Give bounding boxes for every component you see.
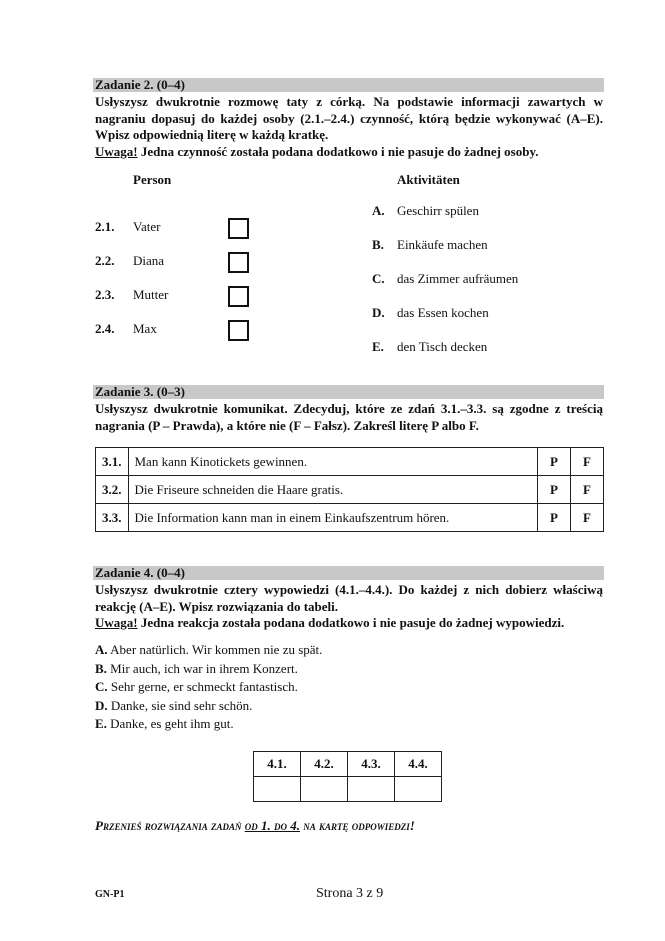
- task4-header: Zadanie 4. (0–4): [95, 565, 185, 580]
- list-item: [95, 660, 322, 679]
- person-number: 2.4.: [95, 321, 115, 336]
- false-option[interactable]: F: [571, 476, 604, 504]
- person-name: Vater: [133, 219, 161, 234]
- task2-instruction-text: Usłyszysz dwukrotnie rozmowę taty z córką. Na podstawie informacji zawartych w nagraniu dopasuj do każdej osoby (2.1.–2.4.) czynność, którą będzie wykonywać (A–E). Wpisz odpowiednią literę w każdą kratkę.: [95, 94, 603, 142]
- task4-warning: [95, 615, 603, 632]
- statement-text: Man kann Kinotickets gewinnen.: [128, 448, 538, 476]
- reaction-letter: E.: [95, 716, 107, 731]
- transfer-note: [95, 818, 415, 834]
- reaction-text: Aber natürlich. Wir kommen nie zu spät.: [107, 642, 323, 657]
- activities-column-header: Aktivitäten: [397, 172, 460, 187]
- answer-cell-4-3[interactable]: [348, 777, 395, 802]
- reaction-letter: B.: [95, 660, 107, 676]
- answer-header-row: [254, 752, 442, 777]
- answer-cell-4-2[interactable]: [301, 777, 348, 802]
- table-row: [96, 448, 604, 476]
- reaction-letter: A.: [95, 642, 108, 657]
- statement-number: 3.2.: [96, 476, 129, 504]
- reactions-list: [95, 641, 322, 734]
- person-number: 2.3.: [95, 287, 115, 302]
- table-row: [96, 504, 604, 532]
- statement-number: 3.1.: [96, 448, 129, 476]
- person-name: Diana: [133, 253, 165, 268]
- activity-text: den Tisch decken: [397, 339, 488, 354]
- statement-text: Die Friseure schneiden die Haare gratis.: [128, 476, 538, 504]
- activity-letter: C.: [372, 271, 385, 286]
- person-number: 2.2.: [95, 253, 115, 268]
- person-name: Max: [133, 321, 157, 336]
- task4-warning-text: Jedna reakcja została podana dodatkowo i nie pasuje do żadnej wypowiedzi.: [137, 615, 565, 630]
- true-option[interactable]: P: [538, 448, 571, 476]
- answer-box-2-4[interactable]: [228, 320, 249, 341]
- answer-header: 4.2.: [301, 752, 348, 777]
- task4-instruction-text: Usłyszysz dwukrotnie cztery wypowiedzi (4.1.–4.4.). Do każdej z nich dobierz właściwą reakcję (A–E). Wpisz rozwiązania do tabeli.: [95, 582, 603, 614]
- answer-header: 4.1.: [254, 752, 301, 777]
- task3-header: Zadanie 3. (0–3): [95, 384, 185, 399]
- reaction-text: Danke, sie sind sehr schön.: [107, 697, 253, 713]
- true-false-table: [95, 447, 604, 532]
- answer-box-2-3[interactable]: [228, 286, 249, 307]
- activity-text: das Essen kochen: [397, 305, 489, 320]
- activity-text: das Zimmer aufräumen: [397, 271, 519, 286]
- true-option[interactable]: P: [538, 476, 571, 504]
- answer-table: [253, 751, 442, 802]
- answer-header: 4.4.: [395, 752, 442, 777]
- task2-instruction: [95, 94, 603, 160]
- true-option[interactable]: P: [538, 504, 571, 532]
- transfer-note-part2: na kartę odpowiedzi!: [299, 818, 415, 833]
- person-column-header: Person: [133, 172, 172, 187]
- activity-letter: A.: [372, 203, 385, 218]
- reaction-letter: C.: [95, 679, 108, 694]
- false-option[interactable]: F: [571, 448, 604, 476]
- transfer-note-part1: Przenieś rozwiązania zadań: [95, 818, 245, 833]
- task4-warning-label: Uwaga!: [95, 615, 138, 630]
- answer-input-row: [254, 777, 442, 802]
- false-option[interactable]: F: [571, 504, 604, 532]
- reaction-letter: D.: [95, 697, 108, 713]
- list-item: [95, 641, 322, 660]
- task2-header: Zadanie 2. (0–4): [95, 77, 185, 92]
- list-item: [95, 678, 322, 697]
- answer-box-2-1[interactable]: [228, 218, 249, 239]
- activity-letter: E.: [372, 339, 384, 354]
- person-name: Mutter: [133, 287, 169, 302]
- task3-instruction: Usłyszysz dwukrotnie komunikat. Zdecyduj, które ze zdań 3.1.–3.3. są zgodne z treścią nagrania (P – Prawda), a które nie (F – Fałsz). Zakreśl literę P albo F.: [95, 401, 603, 433]
- activity-letter: D.: [372, 305, 385, 320]
- list-item: [95, 715, 322, 734]
- answer-header: 4.3.: [348, 752, 395, 777]
- page-number: Strona 3 z 9: [316, 886, 384, 901]
- reaction-text: Sehr gerne, er schmeckt fantastisch.: [107, 679, 298, 694]
- transfer-note-range: od 1. do 4.: [244, 818, 300, 833]
- statement-text: Die Information kann man in einem Einkaufszentrum hören.: [128, 504, 538, 532]
- reaction-text: Mir auch, ich war in ihrem Konzert.: [106, 660, 298, 676]
- activity-text: Geschirr spülen: [397, 203, 479, 218]
- table-row: [96, 476, 604, 504]
- answer-cell-4-1[interactable]: [254, 777, 301, 802]
- task2-warning-text: Jedna czynność została podana dodatkowo i nie pasuje do żadnej osoby.: [137, 143, 539, 159]
- reaction-text: Danke, es geht ihm gut.: [106, 716, 234, 731]
- activity-letter: B.: [372, 237, 384, 252]
- person-number: 2.1.: [95, 219, 115, 234]
- task2-warning-label: Uwaga!: [95, 143, 138, 159]
- task2-warning: [95, 144, 603, 161]
- activity-text: Einkäufe machen: [397, 237, 488, 252]
- answer-cell-4-4[interactable]: [395, 777, 442, 802]
- exam-code: GN-P1: [95, 889, 125, 900]
- answer-box-2-2[interactable]: [228, 252, 249, 273]
- statement-number: 3.3.: [96, 504, 129, 532]
- list-item: [95, 697, 322, 716]
- task4-instruction: [95, 582, 603, 632]
